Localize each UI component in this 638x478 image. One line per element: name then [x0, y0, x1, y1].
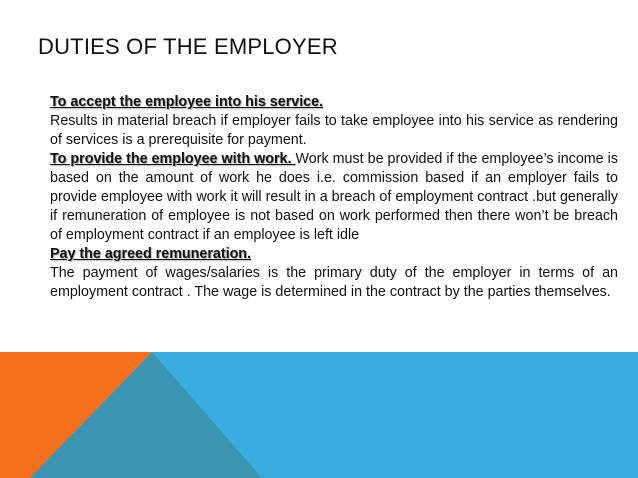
orange-triangle-shape — [0, 352, 152, 478]
section-provide-work — [50, 150, 618, 245]
blue-band-shape — [0, 352, 638, 478]
slide-body — [50, 93, 618, 302]
section-accept-employee — [50, 93, 618, 150]
section-heading: To accept the employee into his service. — [50, 94, 324, 110]
section-body: Work must be provided if the employee’s income is based on the amount of work he does i.e. commission based if an employer fails to provide employee with work it will result in a breach of employment contract .but generally if remuneration of employee is not based on work performed then there won’t be breach of employment contract if an employee is left idle — [50, 151, 618, 243]
section-heading: Pay the agreed remuneration. — [50, 246, 252, 262]
section-pay-remuneration — [50, 245, 618, 302]
section-body: Results in material breach if employer fails to take employee into his service as rendering of services is a prerequisite for payment. — [50, 113, 618, 148]
section-heading: To provide the employee with work. — [50, 151, 296, 167]
teal-triangle-shape — [30, 352, 262, 478]
slide-title: DUTIES OF THE EMPLOYER — [38, 34, 338, 59]
section-body: The payment of wages/salaries is the primary duty of the employer in terms of an employment contract . The wage is determined in the contract by the parties themselves. — [50, 265, 618, 300]
